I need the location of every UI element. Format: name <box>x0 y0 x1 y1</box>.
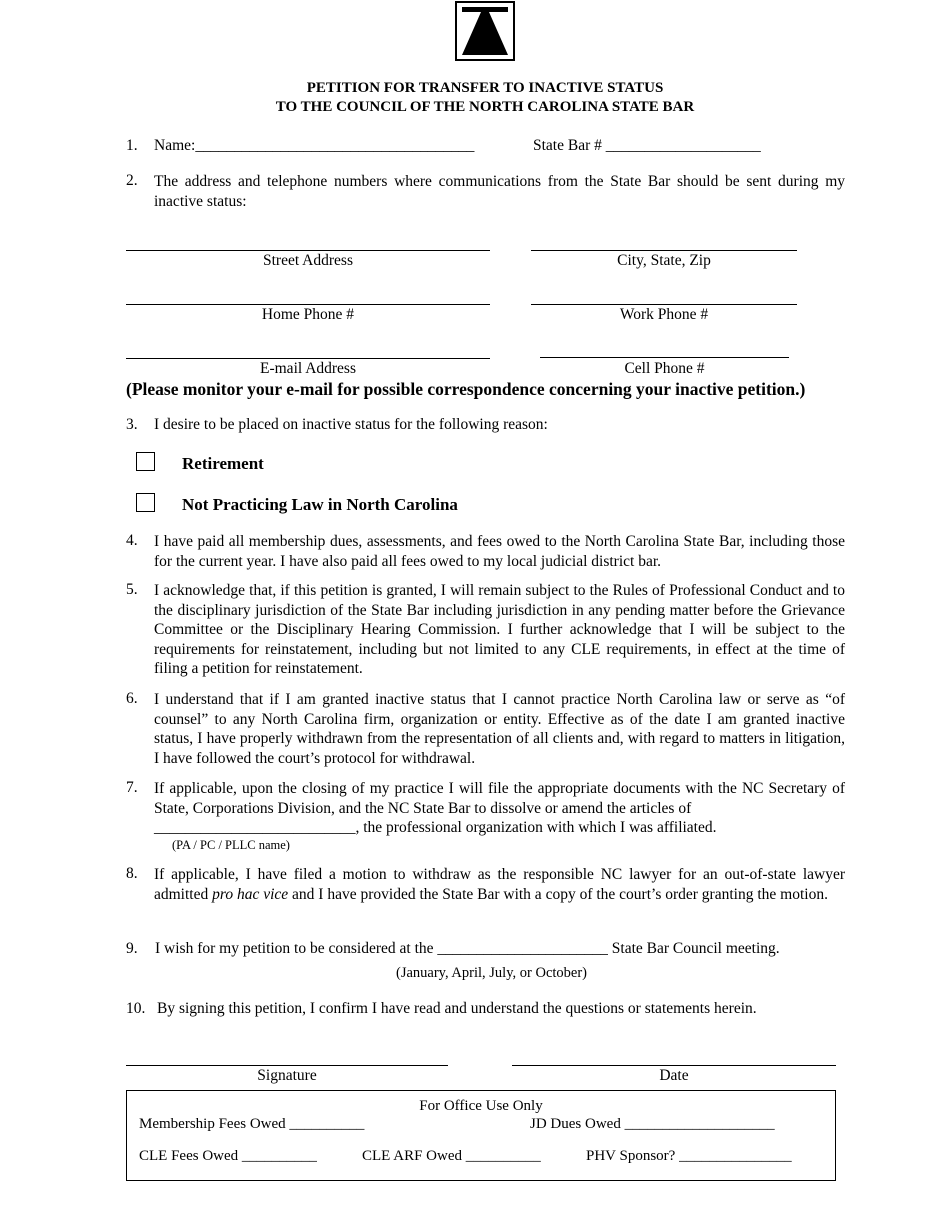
street-address-label: Street Address <box>263 252 353 269</box>
question-10-number: 10. <box>126 1000 146 1017</box>
question-3-number: 3. <box>126 416 138 433</box>
email-address-field[interactable] <box>126 358 490 359</box>
question-9-part-a: I wish for my petition to be considered at the <box>155 940 434 957</box>
name-field[interactable]: ____________________________________ <box>195 137 475 154</box>
home-phone-label: Home Phone # <box>261 306 355 323</box>
signature-label: Signature <box>257 1067 317 1084</box>
email-address-label: E-mail Address <box>260 360 356 377</box>
question-5-text: I acknowledge that, if this petition is granted, I will remain subject to the Rules of Professional Conduct and to the disciplinary jurisdiction of the State Bar including jurisdiction in any pending matter before the Grievance Committee or the Disciplinary Hearing Commission. I further acknowledge that I will be subject to the requirements for reinstatement, including but not limited to any CLE requirements, in effect at the time of filing a petition for reinstatement. <box>154 582 845 678</box>
street-address-field[interactable] <box>126 250 490 251</box>
office-use-title: For Office Use Only <box>419 1098 543 1114</box>
question-9-row <box>155 940 780 958</box>
question-5-number: 5. <box>126 581 138 598</box>
question-1-name-row <box>154 137 474 155</box>
name-label: Name: <box>154 137 196 154</box>
state-bar-number-label: State Bar # <box>533 137 602 154</box>
question-8-number: 8. <box>126 865 138 882</box>
meeting-months-caption: (January, April, July, or October) <box>396 965 587 981</box>
question-10-text: By signing this petition, I confirm I have read and understand the questions or statements herein. <box>157 1000 757 1017</box>
signature-field[interactable] <box>126 1065 448 1066</box>
question-9-number: 9. <box>126 940 138 957</box>
question-8-part-a: If applicable, I have filed a motion to withdraw as the responsible NC lawyer for an out-of-state lawyer admitted <box>154 866 845 903</box>
retirement-checkbox[interactable] <box>136 452 155 471</box>
office-use-box <box>126 1090 836 1181</box>
question-3-text: I desire to be placed on inactive status for the following reason: <box>154 416 548 433</box>
city-state-zip-field[interactable] <box>531 250 797 251</box>
jd-dues-owed: JD Dues Owed ____________________ <box>530 1116 775 1132</box>
membership-fees-owed: Membership Fees Owed __________ <box>139 1116 365 1132</box>
retirement-label: Retirement <box>182 454 264 473</box>
home-phone-field[interactable] <box>126 304 490 305</box>
question-8-text <box>154 865 845 904</box>
pro-hac-vice-text: pro hac vice <box>212 885 289 903</box>
question-1-bar-row <box>533 137 761 155</box>
work-phone-label: Work Phone # <box>619 306 709 323</box>
question-7-text <box>154 779 845 838</box>
email-notice: (Please monitor your e-mail for possible correspondence concerning your inactive petition.) <box>126 379 806 399</box>
cle-arf-owed: CLE ARF Owed __________ <box>362 1148 541 1164</box>
question-7-body: If applicable, upon the closing of my practice I will file the appropriate documents with the NC Secretary of State, Corporations Division, and the NC State Bar to dissolve or amend the articles of <box>154 780 845 817</box>
not-practicing-label: Not Practicing Law in North Carolina <box>182 495 458 514</box>
question-6-text: I understand that if I am granted inactive status that I cannot practice North Carolina law or serve as “of counsel” to any North Carolina firm, organization or entity. Effective as of the date I am granted inactive status, I have properly withdrawn from the representation of all clients and, with regard to matters in litigation, I have followed the court’s protocol for withdrawal. <box>154 691 845 767</box>
date-label: Date <box>659 1067 689 1084</box>
cell-phone-label: Cell Phone # <box>624 360 705 377</box>
question-2-number: 2. <box>126 172 138 189</box>
question-8-part-b: and I have provided the State Bar with a copy of the court’s order granting the motion. <box>288 885 828 903</box>
page-title-line2: TO THE COUNCIL OF THE NORTH CAROLINA STATE BAR <box>275 99 695 115</box>
question-6-number: 6. <box>126 690 138 707</box>
organization-name-caption: (PA / PC / PLLC name) <box>172 838 290 852</box>
page-title-line1: PETITION FOR TRANSFER TO INACTIVE STATUS <box>306 80 664 96</box>
state-bar-number-field[interactable]: ____________________ <box>605 137 761 154</box>
state-bar-logo-icon <box>457 3 513 59</box>
council-meeting-field[interactable]: ______________________ <box>437 940 608 957</box>
not-practicing-checkbox[interactable] <box>136 493 155 512</box>
question-4-number: 4. <box>126 532 138 549</box>
organization-name-field[interactable]: __________________________ <box>154 819 356 837</box>
question-2-text: The address and telephone numbers where communications from the State Bar should be sent during my inactive status: <box>154 173 845 210</box>
question-7-end: , the professional organization with which I was affiliated. <box>355 819 717 837</box>
question-7-number: 7. <box>126 779 138 796</box>
state-bar-logo <box>455 1 515 61</box>
cell-phone-field[interactable] <box>540 357 789 358</box>
work-phone-field[interactable] <box>531 304 797 305</box>
question-1-number: 1. <box>126 137 138 154</box>
question-9-part-b: State Bar Council meeting. <box>611 940 780 957</box>
phv-sponsor: PHV Sponsor? _______________ <box>586 1148 792 1164</box>
question-4-text: I have paid all membership dues, assessments, and fees owed to the North Carolina State Bar, including those for the current year. I have also paid all fees owed to my local judicial district bar. <box>154 533 845 570</box>
cle-fees-owed: CLE Fees Owed __________ <box>139 1148 317 1164</box>
city-state-zip-label: City, State, Zip <box>617 252 711 269</box>
date-field[interactable] <box>512 1065 836 1066</box>
